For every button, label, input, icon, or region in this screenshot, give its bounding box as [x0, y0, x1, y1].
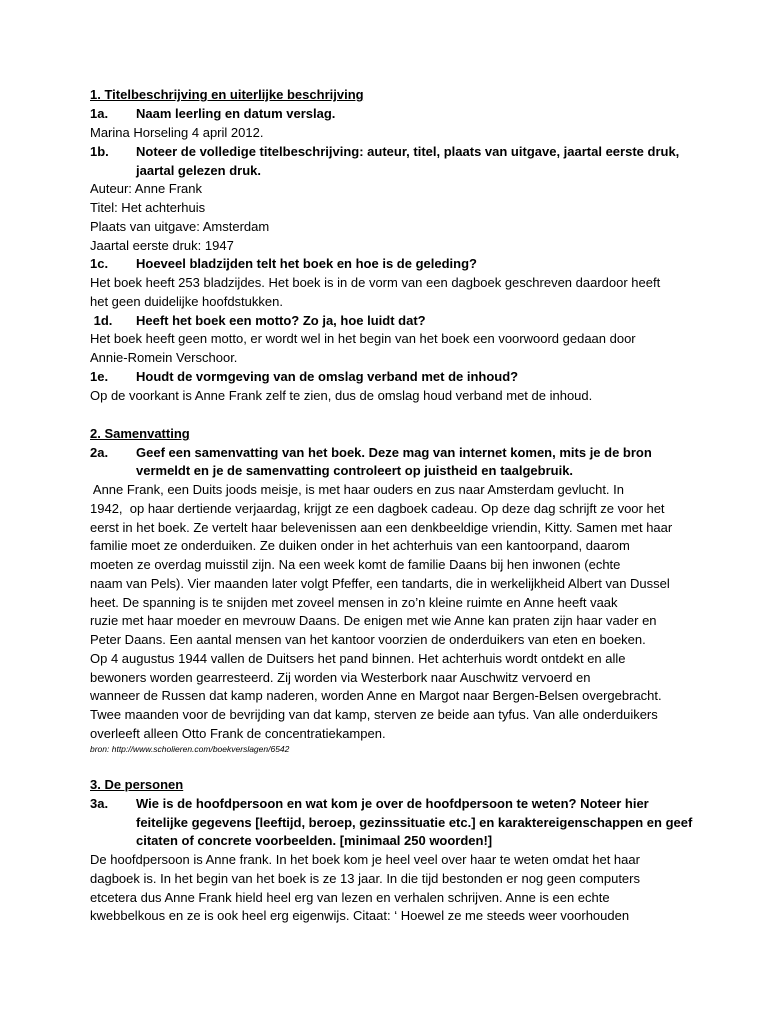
- answer-line: Het boek heeft 253 bladzijdes. Het boek is in de vorm van een dagboek geschreven daardoor heeft: [90, 275, 661, 290]
- question-number: 1b.: [90, 144, 109, 159]
- summary-line: overleeft alleen Otto Frank de concentratiekampen.: [90, 726, 386, 741]
- section-1-heading-text: 1. Titelbeschrijving en uiterlijke beschrijving: [90, 87, 364, 102]
- section-1-heading: [90, 86, 700, 104]
- question-number: 1a.: [90, 106, 109, 121]
- summary-line: moeten ze overdag muisstil zijn. Na een week komt de familie Daans bij hen inwonen (echte: [90, 557, 621, 572]
- summary-line: heet. De spanning is te snijden met zoveel mensen in zo’n kleine ruimte en Anne heeft vaak: [90, 595, 618, 610]
- question-number: 1d.: [90, 313, 113, 328]
- answer-line: Jaartal eerste druk: 1947: [90, 238, 234, 253]
- question-1c: [90, 255, 700, 273]
- question-text: Houdt de vormgeving van de omslag verband met de inhoud?: [136, 369, 519, 384]
- summary-line: naam van Pels). Vier maanden later volgt Pfeffer, een tandarts, die in werkelijkheid Albert van Dussel: [90, 576, 670, 591]
- section-3-heading: [90, 776, 700, 794]
- question-3a-line3: citaten of concrete voorbeelden. [minimaal 250 woorden!]: [136, 833, 493, 848]
- summary-line: 1942, op haar dertiende verjaardag, krijgt ze een dagboek cadeau. Op deze dag schrijft ze voor het: [90, 501, 665, 516]
- question-1b: [90, 143, 700, 161]
- summary-line: eerst in het boek. Ze vertelt haar belevenissen aan een denkbeeldige vriendin, Kitty. Samen met haar: [90, 520, 673, 535]
- question-text: Geef een samenvatting van het boek. Deze mag van internet komen, mits je de bron: [136, 445, 652, 460]
- answer-line: het geen duidelijke hoofdstukken.: [90, 294, 283, 309]
- question-3a-line2: feitelijke gegevens [leeftijd, beroep, gezinssituatie etc.] en karaktereigenschappen en geef: [136, 815, 693, 830]
- question-1d: [90, 312, 700, 330]
- question-number: 3a.: [90, 796, 109, 811]
- summary-line: Twee maanden voor de bevrijding van dat kamp, sterven ze beide aan tyfus. Van alle onderduikers: [90, 707, 658, 722]
- answer-line: etcetera dus Anne Frank hield heel erg van lezen en verhalen schrijven. Anne is een echte: [90, 890, 610, 905]
- source-citation: bron: http://www.scholieren.com/boekverslagen/6542: [90, 744, 290, 754]
- summary-line: Peter Daans. Een aantal mensen van het kantoor voorzien de onderduikers van eten en boeken.: [90, 632, 646, 647]
- question-text: Wie is de hoofdpersoon en wat kom je over de hoofdpersoon te weten? Noteer hier: [136, 796, 649, 811]
- question-2a: [90, 444, 700, 462]
- summary-line: ruzie met haar moeder en mevrouw Daans. De enigen met wie Anne kan praten zijn haar vader en: [90, 613, 657, 628]
- question-1a: [90, 105, 700, 123]
- answer-line: dagboek is. In het begin van het boek is ze 13 jaar. In die tijd bestonden er nog geen computers: [90, 871, 640, 886]
- section-2-heading: [90, 425, 700, 443]
- answer-line: De hoofdpersoon is Anne frank. In het boek kom je heel veel over haar te weten omdat het haar: [90, 852, 640, 867]
- answer-line: Annie-Romein Verschoor.: [90, 350, 238, 365]
- answer-1a: Marina Horseling 4 april 2012.: [90, 125, 264, 140]
- question-text: Heeft het boek een motto? Zo ja, hoe luidt dat?: [136, 313, 426, 328]
- question-1e: [90, 368, 700, 386]
- summary-line: Anne Frank, een Duits joods meisje, is met haar ouders en zus naar Amsterdam gevlucht. In: [90, 482, 624, 497]
- answer-line: Het boek heeft geen motto, er wordt wel in het begin van het boek een voorwoord gedaan door: [90, 331, 636, 346]
- summary-line: Op 4 augustus 1944 vallen de Duitsers het pand binnen. Het achterhuis wordt ontdekt en alle: [90, 651, 626, 666]
- question-text: Naam leerling en datum verslag.: [136, 106, 336, 121]
- answer-line: Auteur: Anne Frank: [90, 181, 203, 196]
- answer-line: Plaats van uitgave: Amsterdam: [90, 219, 270, 234]
- answer-line: kwebbelkous en ze is ook heel erg eigenwijs. Citaat: ‘ Hoewel ze me steeds weer voorhouden: [90, 908, 630, 923]
- answer-line: Titel: Het achterhuis: [90, 200, 206, 215]
- answer-1e: Op de voorkant is Anne Frank zelf te zien, dus de omslag houd verband met de inhoud.: [90, 388, 593, 403]
- summary-line: familie moet ze onderduiken. Ze duiken onder in het achterhuis van een kantoorpand, daarom: [90, 538, 630, 553]
- question-number: 1e.: [90, 369, 109, 384]
- summary-line: wanneer de Russen dat kamp naderen, worden Anne en Margot naar Bergen-Belsen overgebracht.: [90, 688, 662, 703]
- summary-line: bewoners worden gearresteerd. Zij worden via Westerbork naar Auschwitz vervoerd en: [90, 670, 591, 685]
- question-3a: [90, 795, 700, 813]
- question-text: Noteer de volledige titelbeschrijving: auteur, titel, plaats van uitgave, jaartal eerste druk,: [136, 144, 680, 159]
- question-1b-line2: jaartal gelezen druk.: [136, 163, 261, 178]
- section-3-heading-text: 3. De personen: [90, 777, 184, 792]
- question-text: Hoeveel bladzijden telt het boek en hoe is de geleding?: [136, 256, 477, 271]
- question-2a-line2: vermeldt en je de samenvatting controleert op juistheid en taalgebruik.: [136, 463, 574, 478]
- section-2-heading-text: 2. Samenvatting: [90, 426, 190, 441]
- question-number: 1c.: [90, 256, 109, 271]
- question-number: 2a.: [90, 445, 109, 460]
